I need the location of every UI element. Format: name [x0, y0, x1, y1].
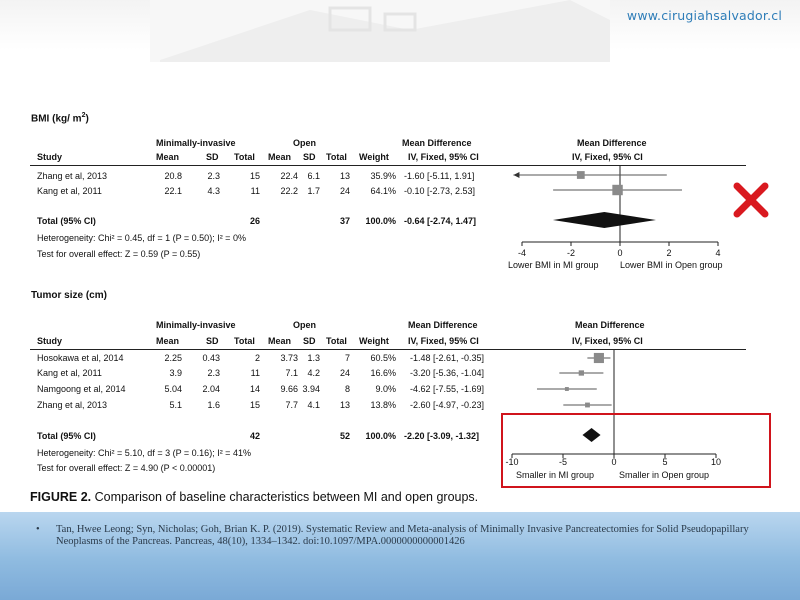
pooled-diamond: [553, 212, 656, 228]
tumor-header-md-right: Mean Difference: [575, 320, 645, 330]
table-cell: 3.9: [169, 368, 182, 378]
table-cell: 3.94: [302, 384, 320, 394]
table-cell: 1.7: [307, 186, 320, 196]
table-cell: 15: [249, 400, 260, 410]
tumor-header-md: Mean Difference: [408, 320, 478, 330]
table-cell: 2.3: [207, 171, 220, 181]
tumor-col-weight: Weight: [359, 336, 389, 346]
bmi-favours-left: Lower BMI in MI group: [508, 260, 599, 270]
bmi-total-weight: 100.0%: [365, 216, 396, 226]
citation-text: Tan, Hwee Leong; Syn, Nicholas; Goh, Brian K. P. (2019). Systematic Review and Meta-analysis of Minimally Invasive Pancreatectomies for Solid Pseudopapillary Neoplasms of the Pancreas. Pancreas, 48(10), 1334–1342. doi:10.1097/MPA.0000000000001426: [56, 524, 749, 547]
table-cell: -1.60 [-5.11, 1.91]: [404, 171, 475, 181]
table-cell: 2.3: [207, 368, 220, 378]
table-cell: 11: [250, 368, 260, 378]
table-cell: 24: [339, 186, 350, 196]
tumor-total-ci: -2.20 [-3.09, -1.32]: [404, 431, 480, 441]
ci-arrow: [513, 172, 519, 178]
table-row: Zhang et al, 2013: [37, 171, 108, 181]
table-cell: 2.25: [164, 353, 182, 363]
bmi-axis-ticks: [490, 248, 750, 259]
tumor-col-method: IV, Fixed, 95% CI: [408, 336, 479, 346]
tick-label: -4: [517, 248, 526, 258]
site-url[interactable]: www.cirugiahsalvador.cl: [626, 8, 782, 23]
table-cell: 13: [339, 171, 350, 181]
table-cell: 64.1%: [370, 186, 396, 196]
tumor-col-method-right: IV, Fixed, 95% CI: [572, 336, 643, 346]
table-cell: -2.60 [-4.97, -0.23]: [410, 400, 485, 410]
table-cell: -0.10 [-2.73, 2.53]: [404, 186, 476, 196]
table-cell: 0.43: [202, 353, 220, 363]
bmi-col-sd2: SD: [303, 152, 316, 162]
study-point: [577, 171, 585, 179]
tick-label: 2: [666, 248, 672, 258]
tick-label: -5: [558, 457, 567, 467]
bmi-header-md: Mean Difference: [402, 138, 472, 148]
table-cell: -4.62 [-7.55, -1.69]: [410, 384, 485, 394]
tumor-col-mean1: Mean: [156, 336, 180, 346]
study-point: [565, 387, 569, 391]
tumor-col-total1: Total: [234, 336, 255, 346]
bmi-header-md-right: Mean Difference: [577, 138, 647, 148]
study-point: [612, 185, 622, 195]
table-cell: 2.04: [202, 384, 220, 394]
tumor-heterogeneity: Heterogeneity: Chi² = 5.10, df = 3 (P = 0.16); I² = 41%: [37, 448, 251, 458]
bmi-col-study: Study: [37, 152, 63, 162]
tick-label: 5: [662, 457, 668, 467]
tumor-header-group1: Minimally-invasive: [156, 320, 236, 330]
table-cell: -1.48 [-2.61, -0.35]: [410, 353, 485, 363]
table-cell: 9.66: [280, 384, 298, 394]
bmi-heterogeneity: Heterogeneity: Chi² = 0.45, df = 1 (P = 0.50); I² = 0%: [37, 233, 246, 243]
table-cell: 4.2: [307, 368, 320, 378]
table-cell: 13: [339, 400, 350, 410]
tumor-favours-right: Smaller in Open group: [619, 470, 710, 480]
red-x-icon: [733, 182, 769, 218]
table-cell: 6.1: [307, 171, 320, 181]
tumor-col-mean2: Mean: [268, 336, 292, 346]
table-cell: 9.0%: [375, 384, 396, 394]
tumor-favours-left: Smaller in MI group: [516, 470, 595, 480]
table-row: Hosokawa et al, 2014: [37, 353, 124, 363]
bmi-total-n2: 37: [339, 216, 350, 226]
table-cell: 22.4: [280, 171, 298, 181]
table-cell: 13.8%: [370, 400, 396, 410]
table-cell: 22.1: [164, 186, 182, 196]
figure-label: FIGURE 2.: [30, 490, 92, 504]
bmi-section-title: BMI (kg/ $m^2$): [31, 112, 89, 125]
table-cell: 3.73: [280, 353, 298, 363]
bmi-header-group1: Minimally-invasive: [156, 138, 236, 148]
citation: [36, 524, 776, 547]
bmi-col-mean1: Mean: [156, 152, 180, 162]
header-decoration: [150, 0, 610, 62]
tick-label: -2: [566, 248, 575, 258]
tick-label: 10: [710, 457, 721, 467]
table-row: Namgoong et al, 2014: [37, 384, 126, 394]
tumor-total-n2: 52: [339, 431, 350, 441]
tick-label: 4: [715, 248, 721, 258]
table-cell: 4.1: [307, 400, 320, 410]
bmi-col-weight: Weight: [359, 152, 389, 162]
bmi-forest-plot: [490, 166, 750, 246]
table-cell: 1.3: [307, 353, 320, 363]
figure-caption-text: Comparison of baseline characteristics between MI and open groups.: [94, 490, 479, 504]
table-cell: 11: [250, 186, 260, 196]
table-cell: 7.1: [285, 368, 298, 378]
bmi-total-label: Total (95% CI): [37, 216, 96, 226]
table-cell: 24: [339, 368, 350, 378]
bmi-col-mean2: Mean: [268, 152, 292, 162]
tumor-col-sd1: SD: [206, 336, 219, 346]
tick-label: 0: [617, 248, 623, 258]
table-row: Zhang et al, 2013: [37, 400, 108, 410]
study-point: [585, 403, 590, 408]
bmi-col-total2: Total: [326, 152, 347, 162]
tumor-col-total2: Total: [326, 336, 347, 346]
table-cell: 2: [254, 353, 260, 363]
table-cell: 5.1: [169, 400, 182, 410]
tumor-header-group2: Open: [293, 320, 317, 330]
tumor-total-label: Total (95% CI): [37, 431, 96, 441]
table-row: Kang et al, 2011: [37, 186, 102, 196]
bmi-overall-effect: Test for overall effect: Z = 0.59 (P = 0.55): [37, 249, 201, 259]
bullet-icon: •: [36, 524, 40, 535]
tumor-overall-effect: Test for overall effect: Z = 4.90 (P < 0.00001): [37, 463, 216, 473]
bmi-header-group2: Open: [293, 138, 317, 148]
bmi-col-total1: Total: [234, 152, 255, 162]
bmi-total-n1: 26: [249, 216, 260, 226]
table-cell: 1.6: [207, 400, 220, 410]
table-cell: 7: [344, 353, 350, 363]
figure-caption: [30, 490, 478, 504]
table-cell: 4.3: [207, 186, 220, 196]
tumor-total-weight: 100.0%: [365, 431, 396, 441]
tumor-total-n1: 42: [249, 431, 260, 441]
tumor-col-study: Study: [37, 336, 63, 346]
table-cell: -3.20 [-5.36, -1.04]: [410, 368, 485, 378]
highlight-box: [501, 413, 771, 488]
table-cell: 15: [249, 171, 260, 181]
table-cell: 35.9%: [370, 171, 396, 181]
table-cell: 14: [249, 384, 260, 394]
table-cell: 22.2: [280, 186, 298, 196]
tumor-section-title: Tumor size (cm): [31, 290, 107, 301]
bmi-col-sd1: SD: [206, 152, 219, 162]
table-cell: 8: [344, 384, 350, 394]
bmi-favours-right: Lower BMI in Open group: [620, 260, 723, 270]
bmi-col-method-right: IV, Fixed, 95% CI: [572, 152, 643, 162]
tumor-col-sd2: SD: [303, 336, 316, 346]
table-cell: 7.7: [285, 400, 298, 410]
table-row: Kang et al, 2011: [37, 368, 102, 378]
study-point: [579, 370, 584, 375]
table-cell: 16.6%: [370, 368, 396, 378]
study-point: [594, 353, 604, 363]
bmi-total-ci: -0.64 [-2.74, 1.47]: [404, 216, 477, 226]
tick-label: -10: [505, 457, 519, 467]
bmi-col-method: IV, Fixed, 95% CI: [408, 152, 479, 162]
table-cell: 5.04: [164, 384, 182, 394]
table-cell: 20.8: [164, 171, 182, 181]
tick-label: 0: [611, 457, 617, 467]
table-cell: 60.5%: [370, 353, 396, 363]
